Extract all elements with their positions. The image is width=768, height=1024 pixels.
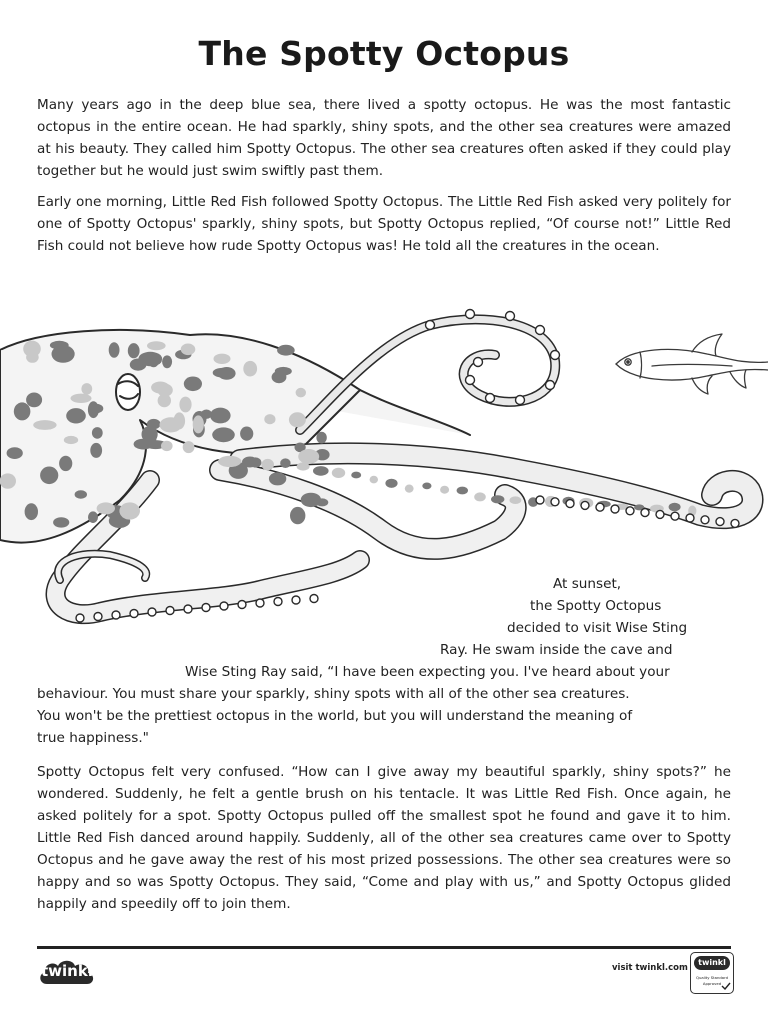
paragraph-red-fish: Early one morning, Little Red Fish followed Spotty Octopus. The Little Red Fish asked very politely for one of Spotty Octopus' sparkly, shiny spots, but Spotty Octopus replied, “Of course not!” Little Red Fish could not believe how rude Spotty Octopus was! He told all the creatures in the ocean. xyxy=(37,194,731,254)
paragraph-intro: Many years ago in the deep blue sea, there lived a spotty octopus. He was the most fantastic octopus in the entire ocean. He had sparkly, shiny spots, and the other sea creatures were amazed at his beauty. They called him Spotty Octopus. The other sea creatures often asked if they could play together but he would just swim swiftly past them. xyxy=(37,97,731,179)
badge-line: Quality Standard xyxy=(695,975,729,980)
text-line: You won't be the prettiest octopus in the world, but you will understand the meaning of xyxy=(37,708,633,724)
text-line: Ray. He swam inside the cave and xyxy=(440,642,673,658)
quality-badge xyxy=(690,952,734,994)
twinkl-logo[interactable] xyxy=(37,956,97,988)
logo-text: twinkl xyxy=(41,962,93,980)
text-line: the Spotty Octopus xyxy=(530,598,662,614)
text-line: true happiness." xyxy=(37,730,149,746)
checkmark-icon xyxy=(721,982,731,990)
fish-illustration xyxy=(612,328,768,408)
text-line: At sunset, xyxy=(553,576,622,592)
page-title: The Spotty Octopus xyxy=(198,34,570,73)
badge-brand: twinkl xyxy=(694,956,730,970)
text-line: Wise Sting Ray said, “I have been expecting you. I've heard about your xyxy=(185,664,670,680)
badge-line: Approved xyxy=(702,981,722,986)
text-line: behaviour. You must share your sparkly, shiny spots with all of the other sea creatures. xyxy=(37,686,630,702)
text-line: decided to visit Wise Sting xyxy=(507,620,688,636)
visit-link[interactable]: visit twinkl.com xyxy=(612,963,688,973)
paragraph-ending: Spotty Octopus felt very confused. “How can I give away my beautiful sparkly, shiny spots?” he wondered. Suddenly, he felt a gentle brush on his tentacle. It was Little Red Fish. Once again, he asked politely for a spot. Spotty Octopus pulled off the smallest spot he found and gave it to him. Little Red Fish danced around happily. Suddenly, all of the other sea creatures came over to Spotty Octopus and he gave away the rest of his most prized possessions. The other sea creatures were so happy and so was Spotty Octopus. They said, “Come and play with us,” and Spotty Octopus glided happily and speedily off to join them. xyxy=(37,764,731,912)
footer-divider xyxy=(37,946,731,949)
